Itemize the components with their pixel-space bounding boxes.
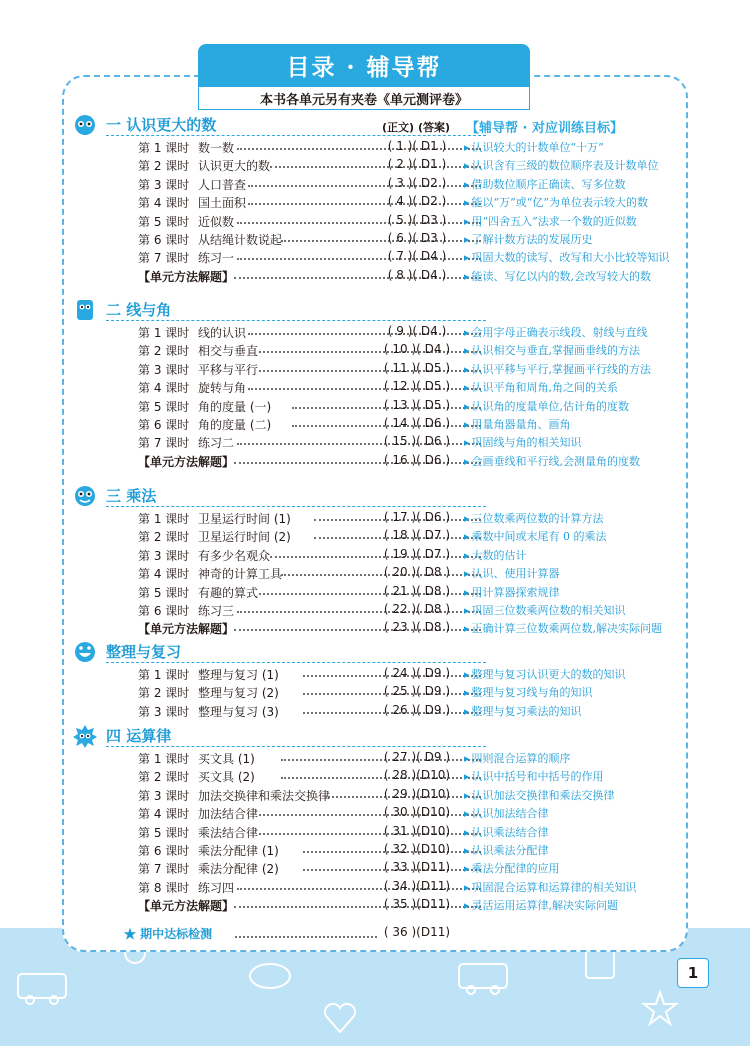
bus-doodle-icon	[14, 968, 74, 1008]
training-goal: ▸ 认识加法结合律	[464, 805, 549, 821]
page-reference: ( 4 )( D2 )	[387, 194, 447, 209]
toc-entry[interactable]	[138, 174, 683, 192]
column-header-text: (正文)	[382, 121, 415, 134]
page-reference: ( 26 )( D9 )	[383, 702, 451, 717]
page-reference: ( 11 )( D5 )	[383, 360, 451, 375]
toc-entry[interactable]	[138, 192, 683, 210]
page-reference: ( 21 )( D8 )	[383, 583, 451, 598]
lesson-number: 第 3 课时	[138, 548, 190, 563]
lesson-title: 乘法分配律 (1)	[198, 844, 279, 858]
page-reference: ( 24 )( D9 )	[383, 666, 451, 680]
toc-entry[interactable]	[138, 432, 683, 450]
toc-entry[interactable]	[138, 664, 683, 682]
toc-entry[interactable]	[138, 803, 683, 821]
spiky-mascot-icon	[72, 724, 98, 748]
unit-title: 二 线与角	[106, 301, 172, 319]
page-reference: ( 20 )( D8 )	[383, 565, 451, 580]
page-reference: ( 14 )( D6 )	[383, 416, 451, 430]
leader-dots	[235, 936, 377, 938]
toc-entry[interactable]	[138, 266, 683, 284]
page-reference: ( 9 )( D4 )	[387, 324, 447, 338]
training-goal: ▸ 巩固三位数乘两位数的相关知识	[464, 602, 626, 618]
training-goal: ▸ 巩固线与角的相关知识	[464, 434, 582, 450]
page-reference: ( 32 )(D10)	[383, 842, 451, 856]
unit-divider	[106, 320, 486, 321]
lesson-title: 乘法结合律	[198, 825, 259, 840]
blob-mascot-icon	[72, 113, 98, 137]
midterm-test-label[interactable]: ★ 期中达标检测	[124, 927, 213, 941]
lesson-title: 卫星运行时间 (1)	[198, 512, 291, 526]
lesson-number: 第 6 课时	[138, 233, 190, 247]
toc-entry[interactable]	[138, 545, 683, 563]
lesson-title: 平移与平行	[198, 362, 259, 377]
lesson-number: 第 3 课时	[138, 788, 190, 803]
page-reference: ( 3 )( D2 )	[387, 175, 447, 190]
unit-method-label: 【单元方法解题】	[138, 454, 235, 469]
training-goal: ▸ 大数的估计	[464, 547, 527, 563]
training-goal: ▸ 整理与复习线与角的知识	[464, 684, 593, 700]
toc-entry[interactable]	[138, 563, 683, 581]
lesson-number: 第 1 课时	[138, 141, 190, 155]
training-goal: ▸ 会用字母正确表示线段、射线与直线	[464, 324, 648, 340]
midterm-test-page: ( 36 )(D11)	[383, 925, 451, 939]
toc-entry[interactable]	[138, 895, 683, 913]
page-reference: ( 7 )( D4 )	[387, 249, 447, 264]
training-goal: ▸ 乘数中间或末尾有 0 的乘法	[464, 528, 607, 544]
toc-entry[interactable]	[138, 785, 683, 803]
toc-entry[interactable]	[138, 582, 683, 600]
unit-method-label: 【单元方法解题】	[138, 622, 235, 637]
unit-title: 三 乘法	[106, 487, 157, 505]
lesson-title: 卫星运行时间 (2)	[198, 530, 291, 545]
page-reference: ( 10 )( D4 )	[383, 342, 451, 357]
lesson-number: 第 3 课时	[138, 177, 190, 192]
training-goal: ▸ 认识较大的计数单位“十万”	[464, 139, 604, 155]
lesson-title: 练习三	[198, 604, 235, 618]
lesson-title: 加法结合律	[198, 807, 259, 822]
toc-entry[interactable]	[138, 618, 683, 636]
page-reference: ( 29 )(D10)	[383, 786, 451, 801]
lesson-title: 有多少名观众	[198, 548, 271, 563]
lesson-number: 第 5 课时	[138, 825, 190, 840]
toc-entry[interactable]	[138, 822, 683, 840]
toc-entry[interactable]	[138, 508, 683, 526]
lesson-title: 线的认识	[198, 326, 247, 340]
toc-entry[interactable]	[138, 682, 683, 700]
training-goal: ▸ 巩固混合运算和运算律的相关知识	[464, 879, 637, 895]
training-goal: ▸ 用计算器探索规律	[464, 584, 560, 600]
lesson-title: 角的度量 (一)	[198, 399, 272, 414]
page-reference: ( 12 )( D5 )	[383, 379, 451, 394]
unit-header[interactable]	[72, 113, 682, 137]
lesson-number: 第 6 课时	[138, 604, 190, 618]
training-goal: ▸ 整理与复习乘法的知识	[464, 703, 582, 719]
lesson-number: 第 3 课时	[138, 704, 190, 719]
lesson-number: 第 1 课时	[138, 512, 190, 526]
lesson-number: 第 3 课时	[138, 362, 190, 377]
toc-entry[interactable]	[138, 877, 683, 895]
column-header-answer: (答案)	[418, 121, 451, 134]
lesson-number: 第 2 课时	[138, 686, 190, 701]
training-goal: ▸ 用“四舍五入”法求一个数的近似数	[464, 213, 637, 229]
training-goal: ▸ 巩固大数的读写、改写和大小比较等知识	[464, 249, 670, 265]
page-reference: ( 34 )(D11)	[383, 878, 451, 893]
lesson-title: 整理与复习 (2)	[198, 686, 279, 701]
page-reference: ( 35 )(D11)	[383, 897, 451, 912]
lesson-number: 第 7 课时	[138, 436, 190, 451]
toc-entry[interactable]	[138, 526, 683, 544]
lesson-number: 第 2 课时	[138, 344, 190, 359]
lesson-title: 整理与复习 (3)	[198, 704, 279, 719]
lesson-title: 有趣的算式	[198, 585, 259, 600]
training-goal: ▸ 认识平角和周角,角之间的关系	[464, 379, 618, 395]
lesson-number: 第 4 课时	[138, 567, 190, 582]
bus-doodle-icon-2	[455, 958, 515, 998]
toc-entry[interactable]	[138, 451, 683, 469]
lesson-title: 相交与垂直	[198, 344, 259, 359]
unit-divider	[106, 662, 486, 663]
toc-entry[interactable]	[138, 858, 683, 876]
page-reference: ( 27 )( D9 )	[383, 750, 451, 764]
toc-entry[interactable]	[138, 155, 683, 173]
page-reference: ( 22 )( D8 )	[383, 602, 451, 616]
toc-entry[interactable]	[138, 840, 683, 858]
lesson-title: 人口普查	[198, 177, 247, 192]
lesson-title: 加法交换律和乘法交换律	[198, 788, 331, 803]
toc-entry[interactable]	[138, 211, 683, 229]
page-reference: ( 25 )( D9 )	[383, 684, 451, 699]
training-goal: ▸ 认识乘法分配律	[464, 842, 549, 858]
training-goal: ▸ 能以“万”或“亿”为单位表示较大的数	[464, 194, 648, 210]
toc-entry[interactable]	[138, 396, 683, 414]
burger-doodle-icon	[245, 958, 295, 998]
toc-entry[interactable]	[138, 229, 683, 247]
lesson-number: 第 5 课时	[138, 214, 190, 229]
lesson-number: 第 4 课时	[138, 807, 190, 822]
lesson-title: 买文具 (2)	[198, 770, 255, 785]
unit-method-label: 【单元方法解题】	[138, 269, 235, 284]
lesson-title: 买文具 (1)	[198, 752, 255, 766]
training-goal: ▸ 了解计数方法的发展历史	[464, 231, 593, 247]
lesson-title: 数一数	[198, 141, 235, 155]
training-goal: ▸ 会画垂线和平行线,会测量角的度数	[464, 453, 640, 469]
page-reference: ( 2 )( D1 )	[387, 157, 447, 172]
lesson-title: 乘法分配律 (2)	[198, 862, 279, 877]
lesson-title: 旋转与角	[198, 381, 247, 396]
lesson-number: 第 1 课时	[138, 326, 190, 340]
toc-entry[interactable]	[138, 322, 683, 340]
training-goal: ▸ 正确计算三位数乘两位数,解决实际问题	[464, 620, 662, 636]
lesson-number: 第 2 课时	[138, 159, 190, 174]
toc-entry[interactable]	[138, 414, 683, 432]
unit-title: 整理与复习	[106, 643, 182, 661]
toc-entry[interactable]	[138, 701, 683, 719]
training-goal: ▸ 灵活运用运算律,解决实际问题	[464, 897, 618, 913]
unit-header[interactable]	[72, 640, 682, 664]
page-reference: ( 5 )( D3 )	[387, 212, 447, 227]
round-mascot-icon	[72, 484, 98, 508]
page-reference: ( 19 )( D7 )	[383, 546, 451, 561]
toc-entry[interactable]	[138, 247, 683, 265]
lesson-number: 第 1 课时	[138, 752, 190, 766]
page-number: 1	[677, 958, 709, 988]
lesson-number: 第 5 课时	[138, 585, 190, 600]
page-reference: ( 30 )(D10)	[383, 805, 451, 820]
page-reference: ( 31 )(D10)	[383, 823, 451, 838]
toc-entry[interactable]	[138, 359, 683, 377]
training-goal: ▸ 认识平移与平行,掌握画平行线的方法	[464, 361, 651, 377]
lesson-title: 练习一	[198, 251, 235, 266]
lesson-title: 认识更大的数	[198, 159, 271, 174]
lesson-number: 第 7 课时	[138, 862, 190, 877]
square-mascot-icon	[72, 298, 98, 322]
training-goal: ▸ 认识含有三级的数位顺序表及计数单位	[464, 157, 659, 173]
lesson-number: 第 2 课时	[138, 770, 190, 785]
unit-divider	[106, 506, 486, 507]
page-reference: ( 33 )(D11)	[383, 860, 451, 875]
toc-entry[interactable]	[138, 340, 683, 358]
lesson-number: 第 5 课时	[138, 399, 190, 414]
lesson-number: 第 6 课时	[138, 844, 190, 858]
star-doodle-icon	[640, 988, 680, 1028]
toc-entry[interactable]	[138, 137, 683, 155]
lesson-number: 第 8 课时	[138, 880, 190, 895]
unit-header[interactable]	[72, 298, 682, 322]
lesson-title: 从结绳计数说起	[198, 233, 283, 247]
training-goal: ▸ 三位数乘两位数的计算方法	[464, 510, 604, 526]
page-reference: ( 13 )( D5 )	[383, 397, 451, 412]
toc-entry[interactable]	[138, 748, 683, 766]
page-title: 目录 · 辅导帮	[198, 44, 530, 86]
lesson-title: 国土面积	[198, 196, 247, 211]
training-goal: ▸ 认识乘法结合律	[464, 824, 549, 840]
training-goal: ▸ 整理与复习认识更大的数的知识	[464, 666, 626, 682]
page-reference: ( 17 )( D6 )	[383, 510, 451, 524]
unit-divider	[106, 746, 486, 747]
page-reference: ( 15 )( D6 )	[383, 434, 451, 449]
lesson-title: 神奇的计算工具	[198, 567, 283, 582]
lesson-title: 整理与复习 (1)	[198, 668, 279, 682]
unit-header[interactable]	[72, 484, 682, 508]
lesson-number: 第 2 课时	[138, 530, 190, 545]
page-subtitle: 本书各单元另有夹卷《单元测评卷》	[198, 86, 530, 110]
training-goal: ▸ 认识中括号和中括号的作用	[464, 768, 604, 784]
training-goal: ▸ 认识、使用计算器	[464, 565, 560, 581]
page-reference: ( 1 )( D1 )	[387, 139, 447, 153]
training-goal: ▸ 认识加法交换律和乘法交换律	[464, 787, 615, 803]
training-goal: ▸ 借助数位顺序正确读、写多位数	[464, 176, 626, 192]
smile-mascot-icon	[72, 640, 98, 664]
lesson-title: 角的度量 (二)	[198, 418, 272, 432]
page-reference: ( 28 )(D10)	[383, 768, 451, 783]
lesson-number: 第 6 课时	[138, 418, 190, 432]
heart-doodle-icon	[320, 998, 360, 1038]
lesson-title: 练习二	[198, 436, 235, 451]
lesson-number: 第 1 课时	[138, 668, 190, 682]
unit-header[interactable]	[72, 724, 682, 748]
page-reference: ( 8 )( D4 )	[387, 267, 447, 282]
page-reference: ( 16 )( D6 )	[383, 452, 451, 467]
page-reference: ( 23 )( D8 )	[383, 620, 451, 635]
unit-method-label: 【单元方法解题】	[138, 899, 235, 914]
page-reference: ( 18 )( D7 )	[383, 528, 451, 543]
goal-column-header: 【辅导帮 · 对应训练目标】	[466, 121, 623, 136]
lesson-number: 第 4 课时	[138, 381, 190, 396]
toc-entry[interactable]	[138, 766, 683, 784]
training-goal: ▸ 认识角的度量单位,估计角的度数	[464, 398, 629, 414]
page-reference: ( 6 )( D3 )	[387, 231, 447, 245]
lesson-number: 第 7 课时	[138, 251, 190, 266]
training-goal: ▸ 四则混合运算的顺序	[464, 750, 571, 766]
training-goal: ▸ 乘法分配律的应用	[464, 860, 560, 876]
training-goal: ▸ 认识相交与垂直,掌握画垂线的方法	[464, 342, 640, 358]
unit-divider	[106, 135, 486, 136]
lesson-title: 近似数	[198, 214, 235, 229]
lesson-title: 练习四	[198, 880, 235, 895]
training-goal: ▸ 能读、写亿以内的数,会改写较大的数	[464, 268, 651, 284]
unit-title: 一 认识更大的数	[106, 116, 217, 134]
toc-entry[interactable]	[138, 600, 683, 618]
lesson-number: 第 4 课时	[138, 196, 190, 211]
toc-entry[interactable]	[138, 377, 683, 395]
unit-title: 四 运算律	[106, 727, 172, 745]
training-goal: ▸ 用量角器量角、画角	[464, 416, 571, 432]
